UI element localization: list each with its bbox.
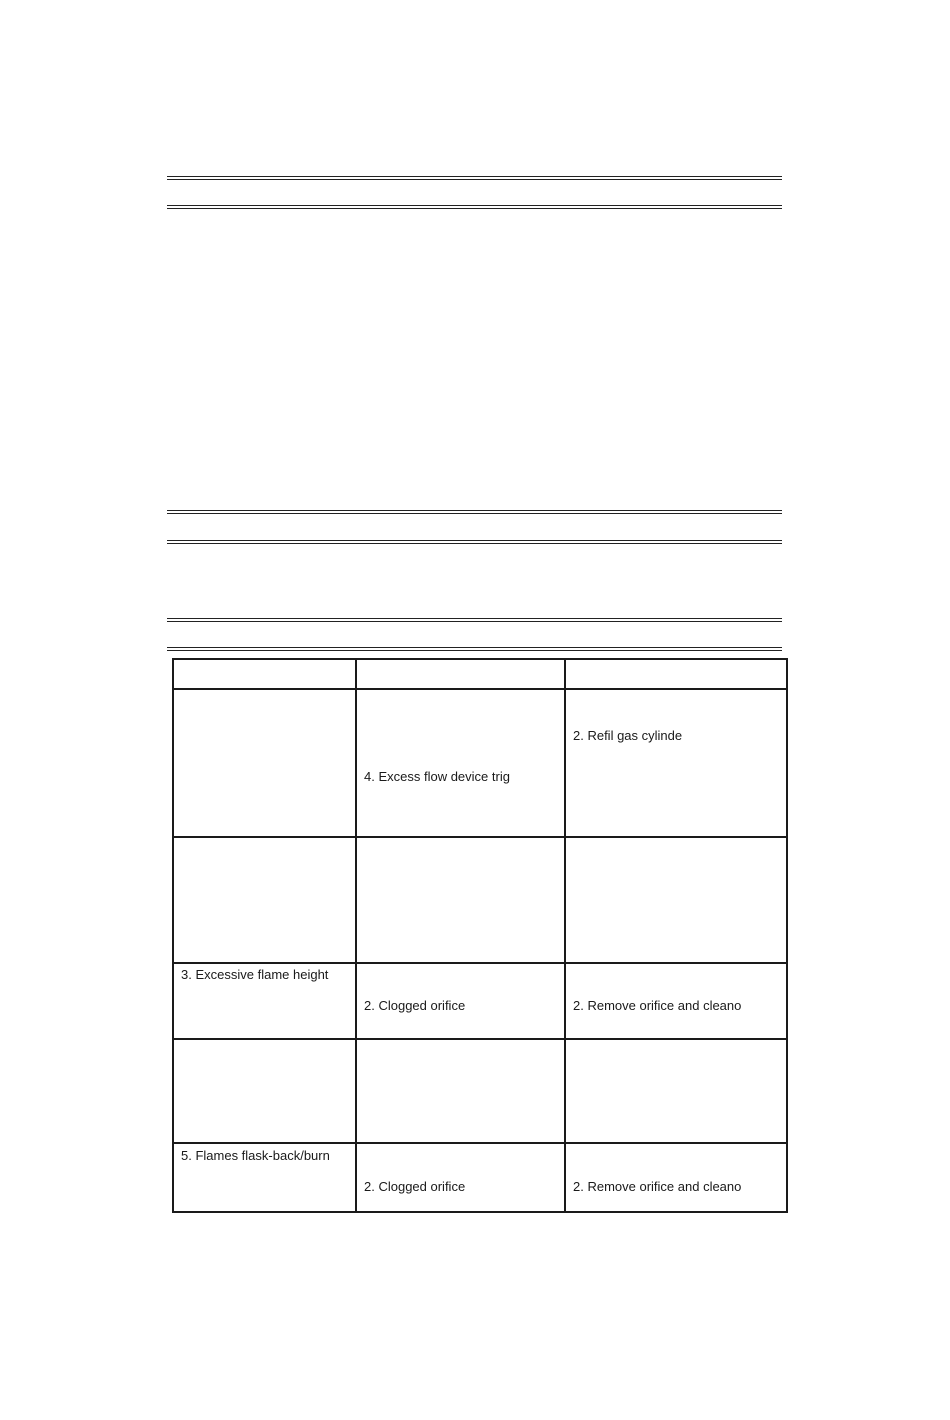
table-cell: 3. Excessive flame height bbox=[173, 963, 356, 1039]
table-cell bbox=[565, 659, 787, 689]
divider-line bbox=[167, 205, 782, 209]
divider-line bbox=[167, 510, 782, 514]
troubleshooting-table bbox=[172, 658, 788, 1213]
table-cell: 2. Refil gas cylinde bbox=[565, 689, 787, 837]
table-cell: 4. Excess flow device trig bbox=[356, 689, 565, 837]
table-row bbox=[173, 1143, 787, 1212]
divider-line bbox=[167, 176, 782, 180]
table-cell: 2. Clogged orifice bbox=[356, 1143, 565, 1212]
table-cell: 2. Remove orifice and cleano bbox=[565, 963, 787, 1039]
divider-line bbox=[167, 647, 782, 651]
table-cell bbox=[173, 837, 356, 963]
table-cell bbox=[173, 659, 356, 689]
table-row bbox=[173, 837, 787, 963]
table-cell bbox=[356, 1039, 565, 1143]
table-cell bbox=[173, 689, 356, 837]
table-cell bbox=[565, 837, 787, 963]
table-row bbox=[173, 963, 787, 1039]
table-cell: 2. Remove orifice and cleano bbox=[565, 1143, 787, 1212]
table-row bbox=[173, 689, 787, 837]
divider-line bbox=[167, 540, 782, 544]
table-cell bbox=[356, 659, 565, 689]
table-cell bbox=[356, 837, 565, 963]
table-cell bbox=[173, 1039, 356, 1143]
table-row bbox=[173, 1039, 787, 1143]
table-cell bbox=[565, 1039, 787, 1143]
table-cell: 2. Clogged orifice bbox=[356, 963, 565, 1039]
divider-line bbox=[167, 618, 782, 622]
table-cell: 5. Flames flask-back/burn bbox=[173, 1143, 356, 1212]
table-header-row bbox=[173, 659, 787, 689]
